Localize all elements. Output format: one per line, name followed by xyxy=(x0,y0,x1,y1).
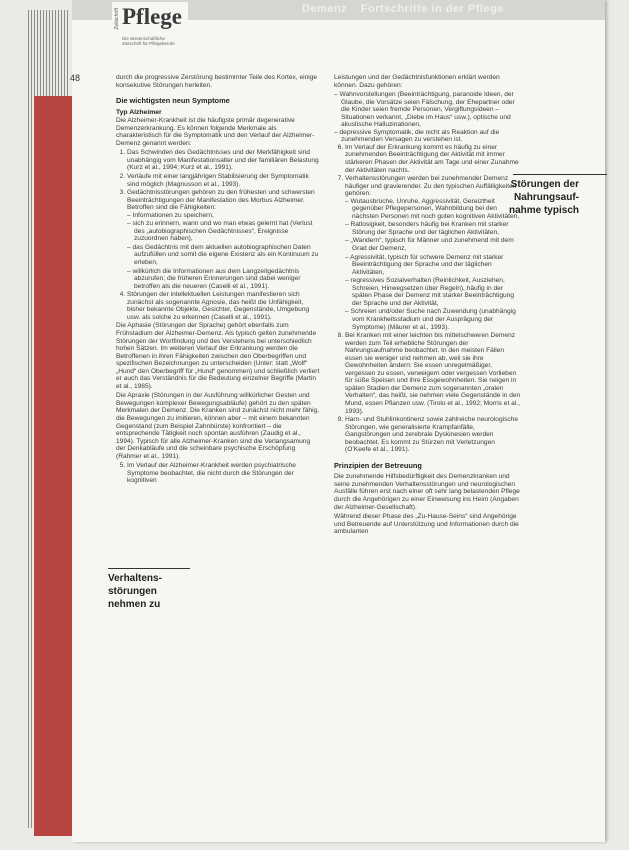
sub-list-item: – Schreien und/oder Suche nach Zuwendung (unabhängig vom Krankheitsstadium und der Ausprägung der Symptome) (Mäurer et al., 1993). xyxy=(352,308,522,331)
logo-subtitle: Die wissenschaftliche Zeitschrift für Pflegeberufe xyxy=(122,36,175,46)
bullet-list xyxy=(334,91,522,144)
text-column-right xyxy=(334,74,522,538)
margin-note-right: Störungen der Nahrungsauf- nahme typisch xyxy=(508,179,579,216)
paragraph: Die zunehmende Hilfsbedürftigkeit des Demenzkranken und seine zunehmenden Verhaltensstörungen und neurologischen Ausfälle führen erst nach einer oft sehr lang belastenden Pflege durch die Angehörigen zu einer Einweisung ins Heim (Angaben der Alzheimer-Gesellschaft). xyxy=(334,473,520,511)
paragraph: Die Apraxie (Störungen in der Ausführung willkürlicher Gesten und Bewegungen komplexer Bewegungsabläufe) gehört zu den späten Merkmalen der Demenz. Die Kranken sind zunächst nicht mehr fähig, die Bewegungen zu imitieren, können aber – mit einem bekannten Gegenstand (zum Beispiel Zahnbürste) konfrontiert – die entsprechende Tätigkeit noch spontan ausführen (Zaudig et al., 1994). Typisch für alle Alzheimer-Kranken sind die Verlangsamung der Denkabläufe und die scheinbare psychische Erschöpfung (Rahmer et al., 1991). xyxy=(116,392,320,460)
list-item: 7. Verhaltensstörungen werden bei zunehmender Demenz häufiger und gravierender. Zu den typischen Auffälligkeiten gehören: – Wutausbrüche, Unruhe, Aggressivität, Gereiztheit gegenüber Pflegepersonen, Wahnbildung bei den nächsten Personen mit noch guten kognitiven Aktivitäten, – Ratlosigkeit, besonders häufig bei Kranken mit starker Störung der Sprache und der täglichen Aktivitäten, – „Wandern“, typisch für Männer und zunehmend mit dem Grad der Demenz, – Agressivität, typisch für schwere Demenz mit starker Beeinträchtigung der Sprache und der täglichen Aktivitäten, – regressives Sozialverhalten (Reinlichkeit, Ausziehen, Schreien, Hinwegsetzen über Regeln), häufig in der späten Phase der Demenz mit starker Beeinträchtigung der Sprache und der Aktivität, – Schreien und/oder Suche nach Zuwendung (unabhängig vom Krankheitsstadium und der Ausprägung der Symptome) (Mäurer et al., 1993). xyxy=(345,175,522,331)
sub-list-item: – Agressivität, typisch für schwere Demenz mit starker Beeinträchtigung der Sprache und der täglichen Aktivitäten, xyxy=(352,254,522,277)
symptom-list-cont xyxy=(116,462,321,485)
list-item: 1. Das Schwinden des Gedächtnisses und der Merkfähigkeit sind unabhängig vom Manifestationsalter und der familiären Belastung (Kurz et al., 1994; Kurz et al., 1991). xyxy=(127,149,321,172)
list-item: 9. Harn- und Stuhlinkontinenz sowie zahlreiche neurologische Störungen, wie generalisierte Krampfanfälle, Gangstörungen und zerebrale Dyskinesien werden beobachtet. Es kommt zu Stürzen mit Verletzungen (O’Keefe et al., 1991). xyxy=(345,416,522,454)
paragraph: Die Alzheimer-Krankheit ist die häufigste primär degenerative Demenzerkrankung. Es können folgende Merkmale als charakteristisch für die Symptomatik und den Verlauf der Alzheimer-Demenz genannt werden: xyxy=(116,117,315,147)
symptom-list xyxy=(116,149,321,321)
header-section-title: Demenz xyxy=(302,3,348,15)
margin-rule-right xyxy=(513,174,607,175)
list-item: 2. Verläufe mit einer langjährigen Stabilisierung der Symptomatik sind möglich (Magnusson et al., 1993). xyxy=(127,173,321,188)
sub-list-item: – Informationen zu speichern, xyxy=(134,212,321,220)
sub-list-item: – das Gedächtnis mit dem aktuellen autobiographischen Daten aufzufüllen und somit die eigene Existenz als ein Kontinuum zu erleben, xyxy=(134,244,321,267)
sub-list xyxy=(345,198,522,331)
sub-list-item: – willkürlich die Informationen aus dem Langzeitgedächtnis abzurufen; die früheren Erinnerungen sind dabei weniger betroffen als die neueren (Caselli et al., 1991). xyxy=(134,268,321,291)
list-item: 3. Gedächtnisstörungen gehören zu den frühesten und schwersten Beeinträchtigungen der Manifestation des Morbus Alzheimer. Betroffen sind die Fähigkeiten: – Informationen zu speichern, – sich zu erinnern, wann und wo man etwas gelernt hat (Verlust des „autobiographischen Gedächtnisses“, Ereignisse zuzuordnen haben), – das Gedächtnis mit dem aktuellen autobiographischen Daten aufzufüllen und somit die eigene Existenz als ein Kontinuum zu erleben, – willkürlich die Informationen aus dem Langzeitgedächtnis abzurufen; die früheren Erinnerungen sind dabei weniger betroffen als die neueren (Caselli et al., 1991). xyxy=(127,189,321,290)
list-item: 8. Bei Kranken mit einer leichten bis mittelschweren Demenz werden zum Teil erhebliche Störungen der Nahrungsaufnahme beobachtet. In den meisten Fällen essen sie weniger und nehmen ab, weil sie ihre Gewohnheiten ändern: Sie essen unregelmäßiger, vergessen zu essen, verweigern oder vergessen Vorlieben für süße Speisen und ihre Essgewohnheiten. Sie neigen in späten Stadien der Demenz zum sogenannten „oralen Verhalten“, das heißt, sie nehmen viele Gegenstände in den Mund, essen Pflanzen usw. (Tirolo et al., 1992; Morris et al., 1993). xyxy=(345,332,522,415)
sub-list xyxy=(127,212,321,290)
margin-rule-left xyxy=(108,568,190,569)
paragraph: Während dieser Phase des „Zu-Hause-Seins“ sind Angehörige und Betreuende auf Unterstützung und Informationen durch die ambulanten xyxy=(334,513,519,536)
journal-page xyxy=(72,0,605,842)
sub-list-item: – Wutausbrüche, Unruhe, Aggressivität, Gereiztheit gegenüber Pflegepersonen, Wahnbildung bei den nächsten Personen mit noch guten kognitiven Aktivitäten, xyxy=(352,198,522,221)
sub-list-item: – „Wandern“, typisch für Männer und zunehmend mit dem Grad der Demenz, xyxy=(352,237,522,252)
intro-text: durch die progressive Zerstörung bestimmter Teile des Kortex, einige konsekutive Störungen herleiten. xyxy=(116,74,318,89)
list-item: – Wahnvorstellungen (Beeinträchtigung, paranoide Ideen, der Glaube, die Vorsätze seien Fälschung, der Ehepartner oder die Kinder seien fremde Personen, Vergiftungsideen – Situationen verkannt, „Diebe im Haus“ usw.), optische und akustische Halluzinationen, xyxy=(341,91,522,129)
list-item: 4. Störungen der intellektuellen Leistungen manifestieren sich zunächst als sogenannte Agnosie, das heißt die Unfähigkeit, bisher bekannte Objekte, Gesichter, Gegenstände, Umgebung usw. als solche zu erkennen (Caselli et al., 1991). xyxy=(127,291,321,321)
text-column-left xyxy=(116,74,321,486)
section-heading: Prinzipien der Betreuung xyxy=(334,460,422,470)
list-item: 6. Im Verlauf der Erkrankung kommt es häufig zu einer zunehmenden Beeinträchtigung der Aktivität mit immer stärkeren Phasen der Aktivität am Tage und einer Zunahme der Aktivitäten nachts. xyxy=(345,144,522,174)
logo-small-text: Zeitschrift xyxy=(114,8,120,30)
subheading: Typ Alzheimer xyxy=(116,108,162,116)
sub-list-item: – Ratlosigkeit, besonders häufig bei Kranken mit starker Störung der Sprache und der täglichen Aktivitäten, xyxy=(352,221,522,236)
list-item: 5. Im Verlauf der Alzheimer-Krankheit werden psychiatrische Symptome beobachtet, die nicht durch die Störungen der kognitiven xyxy=(127,462,321,485)
paragraph: Leistungen und der Gedächtnisfunktionen erklärt werden können. Dazu gehören: xyxy=(334,74,500,89)
header-journal-section: Fortschritte in der Pflege xyxy=(360,3,504,15)
sub-list-item: – regressives Sozialverhalten (Reinlichkeit, Ausziehen, Schreien, Hinwegsetzen über Regeln), häufig in der späten Phase der Demenz mit starker Beeinträchtigung der Sprache und der Aktivität, xyxy=(352,277,522,307)
section-heading: Die wichtigsten neun Symptome xyxy=(116,96,230,106)
sub-list-item: – sich zu erinnern, wann und wo man etwas gelernt hat (Verlust des „autobiographischen Gedächtnisses“, Ereignisse zuzuordnen haben), xyxy=(134,220,321,243)
red-page-edge xyxy=(34,96,72,836)
paragraph: Die Aphasie (Störungen der Sprache) gehört ebenfalls zum Frühstadium der Alzheimer-Demenz. Als typisch gelten zunehmende Störungen der Wortfindung und des Verstehens bei unterschiedlich hohen Sätzen. Im weiteren Verlauf der Erkrankung werden die Betroffenen in ihren Fähigkeiten zwischen den Oberbegriffen und spezifischen Bezeichnungen zu unterscheiden (Unter: statt „Wolf“ „Hund“ den Oberbegriff für „Hund“ genommen) und schließlich verliert er auch das Verständnis für die Bedeutung einzelner Begriffe (Martin et al., 1985). xyxy=(116,322,320,390)
logo-title: Pflege xyxy=(122,4,183,29)
margin-note-left: Verhaltens- störungen nehmen zu xyxy=(108,573,162,610)
page-number: 48 xyxy=(70,73,81,83)
journal-logo xyxy=(112,2,188,54)
list-item: – depressive Symptomatik, die nicht als Reaktion auf die zunehmenden Versagen zu verstehen ist. xyxy=(341,129,522,144)
